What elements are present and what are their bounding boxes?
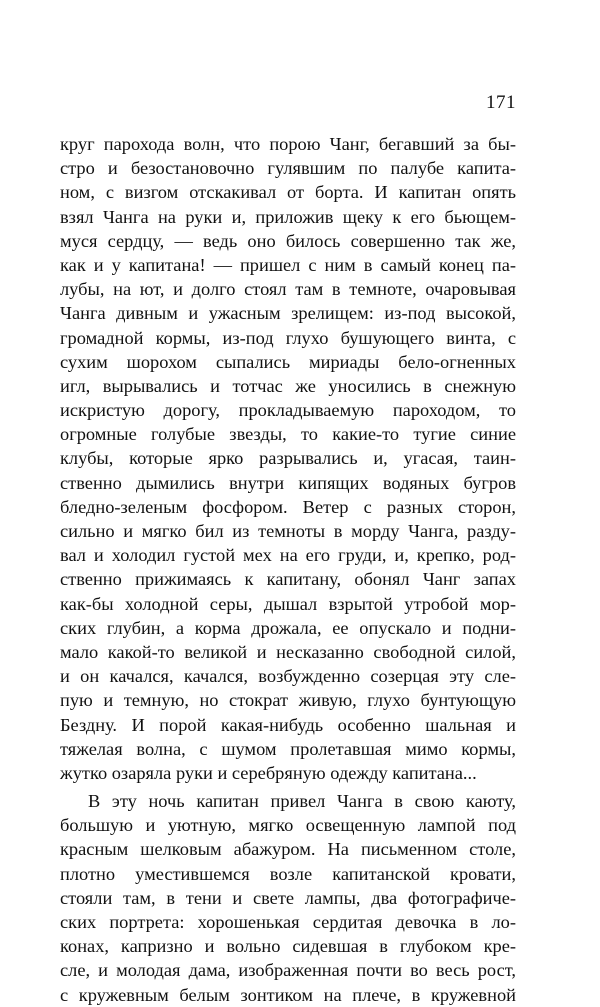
- text-line: сле, и молодая дама, изображенная почти во весь рост,: [60, 960, 516, 981]
- text-line: и он качался, качался, возбужденно созерцая эту сле-: [60, 666, 516, 687]
- text-line: как и у капитана! — пришел с ним в самый конец па-: [60, 254, 516, 275]
- text-line: искристую дорогу, прокладываемую пароходом, то: [60, 400, 516, 421]
- body-text: [60, 132, 516, 1007]
- text-line: громадной кормы, из-под глухо бушующего винта, с: [60, 327, 516, 348]
- text-line: круг парохода волн, что порою Чанг, бегавший за бы-: [60, 134, 516, 154]
- text-line: красным шелковым абажуром. На письменном столе,: [60, 839, 516, 860]
- text-line: ских глубин, а корма дрожала, ее опускало и подни-: [60, 617, 516, 638]
- text-line: Чанга дивным и ужасным зрелищем: из-под высокой,: [60, 303, 516, 324]
- text-line: сухим шорохом сыпались мириады бело-огненных: [60, 351, 516, 372]
- text-line: взял Чанга на руки и, приложив щеку к его бьющем-: [60, 206, 516, 227]
- text-line: конах, капризно и вольно сидевшая в глубоком кре-: [60, 936, 516, 957]
- text-line: ских портрета: хорошенькая сердитая девочка в ло-: [60, 912, 516, 932]
- text-line: жутко озаряла руки и серебряную одежду капитана...: [60, 762, 477, 783]
- text-line: плотно уместившемся возле капитанской кровати,: [60, 863, 516, 884]
- text-line: клубы, которые ярко разрывались и, угасая, таин-: [60, 448, 516, 469]
- page-number: 171: [486, 92, 516, 113]
- text-line: большую и уютную, мягко освещенную лампой под: [60, 815, 516, 836]
- text-line: В эту ночь капитан привел Чанга в свою каюту,: [88, 791, 516, 812]
- text-line: стояли там, в тени и свете лампы, два фотографиче-: [60, 887, 516, 908]
- paragraph-1: [60, 132, 516, 785]
- text-line: лубы, на ют, и долго стоял там в темноте, очаровывая: [60, 279, 516, 300]
- text-line: стро и безостановочно гулявшим по палубе капита-: [60, 158, 516, 179]
- text-line: огромные голубые звезды, то какие-то тугие синие: [60, 424, 516, 445]
- text-line: с кружевным белым зонтиком на плече, в кружевной: [60, 984, 516, 1005]
- text-line: вал и холодил густой мех на его груди, и, крепко, род-: [60, 545, 516, 566]
- text-line: игл, вырывались и тотчас же уносились в снежную: [60, 375, 516, 396]
- text-line: как-бы холодной серы, дышал взрытой утробой мор-: [60, 593, 516, 614]
- text-line: тяжелая волна, с шумом пролетавшая мимо кормы,: [60, 738, 516, 759]
- text-line: пую и темную, но стократ живую, глухо бунтующую: [60, 690, 516, 711]
- paragraph-2: [60, 789, 516, 1007]
- text-line: ном, с визгом отскакивал от борта. И капитан опять: [60, 182, 516, 203]
- text-line: ственно дымились внутри кипящих водяных бугров: [60, 472, 516, 493]
- text-line: мало какой-то великой и несказанно свободной силой,: [60, 641, 516, 662]
- text-line: муся сердцу, — ведь оно билось совершенно так же,: [60, 230, 516, 251]
- text-line: бледно-зеленым фосфором. Ветер с разных сторон,: [60, 496, 516, 517]
- text-line: сильно и мягко бил из темноты в морду Чанга, разду-: [60, 521, 516, 541]
- text-line: Бездну. И порой какая-нибудь особенно шальная и: [60, 714, 516, 735]
- text-line: ственно прижимаясь к капитану, обонял Чанг запах: [60, 569, 516, 590]
